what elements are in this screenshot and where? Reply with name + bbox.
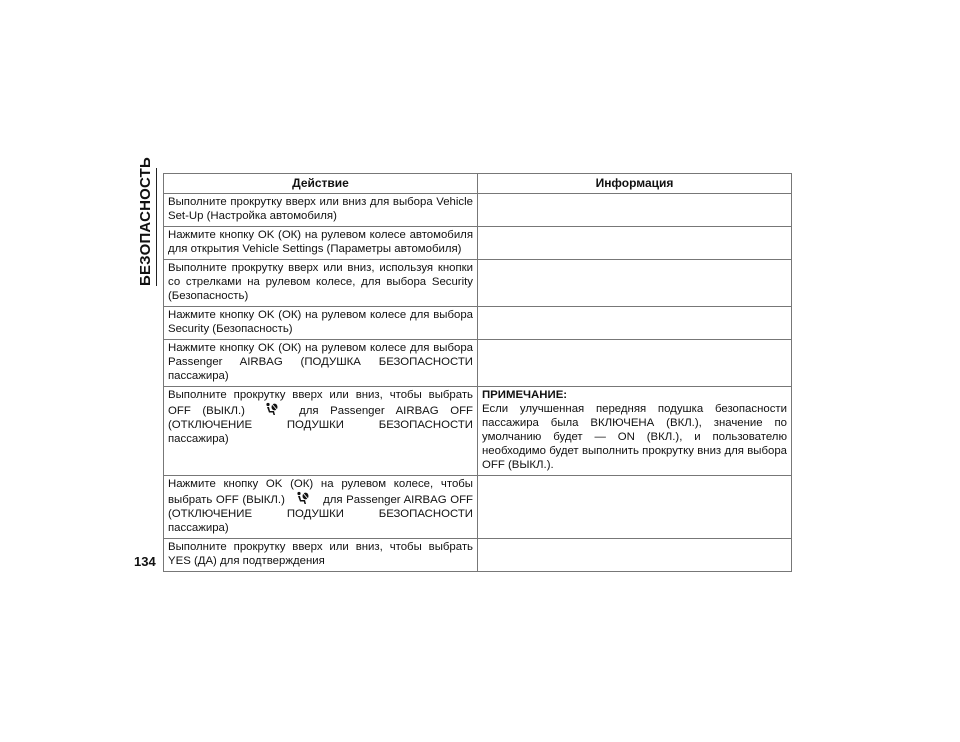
action-text-after-icon: для Passenger AIRBAG OFF (ОТКЛЮЧЕНИЕ ПОДУШКИ БЕЗОПАСНОСТИ пассажира) [168,405,473,445]
info-cell [478,227,792,260]
info-cell [478,307,792,340]
table-row [164,476,792,539]
info-cell [478,476,792,539]
instructions-table [163,173,792,572]
table-row [164,194,792,227]
page-number: 134 [134,554,156,569]
table-header-row [164,174,792,194]
action-cell: Выполните прокрутку вверх или вниз для выбора Vehicle Set-Up (Настройка автомобиля) [164,194,478,227]
table-row [164,539,792,572]
action-cell: Выполните прокрутку вверх или вниз, чтобы выбрать YES (ДА) для подтверждения [164,539,478,572]
airbag-off-icon [265,402,278,416]
header-action: Действие [164,174,478,194]
section-title-vertical: БЕЗОПАСНОСТЬ [137,156,154,286]
table-row [164,227,792,260]
table-row [164,260,792,307]
info-cell [478,260,792,307]
action-cell [164,476,478,539]
action-cell: Нажмите кнопку OK (ОК) на рулевом колесе для выбора Passenger AIRBAG (ПОДУШКА БЕЗОПАСНОСТИ пассажира) [164,340,478,387]
action-cell: Выполните прокрутку вверх или вниз, используя кнопки со стрелками на рулевом колесе, для выбора Security (Безопасность) [164,260,478,307]
table-row [164,340,792,387]
action-text-before-icon: Выполните прокрутку вверх или вниз, чтобы выбрать OFF (ВЫКЛ.) [168,389,473,417]
note-text: Если улучшенная передняя подушка безопасности пассажира была ВКЛЮЧЕНА (ВКЛ.), значение по умолчанию будет — ON (ВКЛ.), и пользователю необходимо будет выполнить прокрутку вниз для выбора OFF (ВЫКЛ.). [482,403,787,471]
note-title: ПРИМЕЧАНИЕ: [482,389,568,401]
section-title-rule [156,168,157,286]
info-cell [478,340,792,387]
info-cell [478,539,792,572]
header-info: Информация [478,174,792,194]
action-cell [164,387,478,476]
table-row [164,307,792,340]
action-cell: Нажмите кнопку OK (ОК) на рулевом колесе для выбора Security (Безопасность) [164,307,478,340]
info-cell [478,387,792,476]
info-cell [478,194,792,227]
table-row [164,387,792,476]
airbag-off-icon [296,491,309,505]
action-text-after-icon: для Passenger AIRBAG OFF (ОТКЛЮЧЕНИЕ ПОДУШКИ БЕЗОПАСНОСТИ пассажира) [168,494,473,534]
action-text-before-icon: Нажмите кнопку OK (ОК) на рулевом колесе, чтобы выбрать OFF (ВЫКЛ.) [168,478,473,506]
action-cell: Нажмите кнопку OK (ОК) на рулевом колесе автомобиля для открытия Vehicle Settings (Параметры автомобиля) [164,227,478,260]
